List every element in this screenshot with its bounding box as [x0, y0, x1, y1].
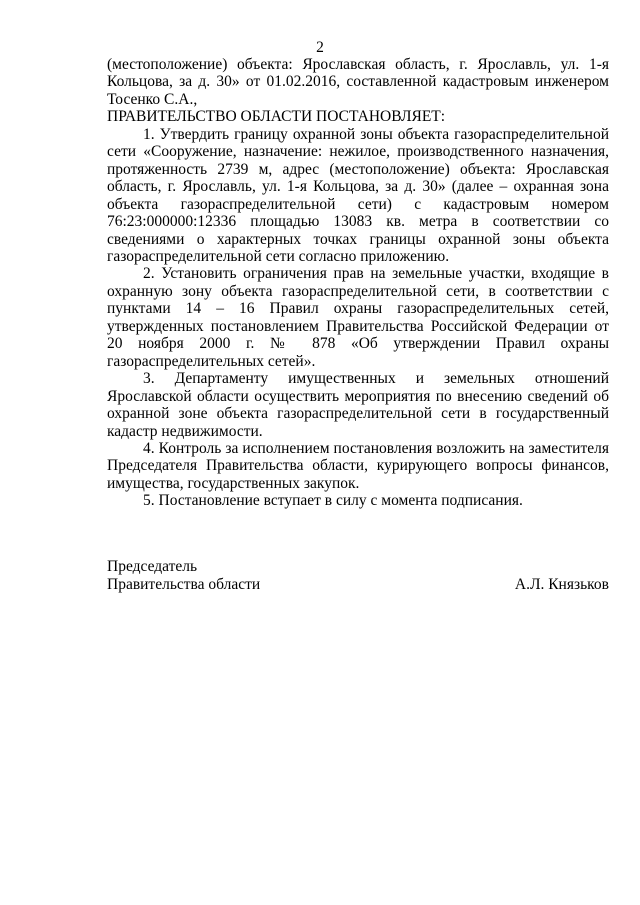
paragraph-item-3: 3. Департаменту имущественных и земельных отношений Ярославской области осуществить мероприятия по внесению сведений об охранной зоне объекта газораспределительной сети в государственный кадастр недвижимости.: [107, 370, 609, 440]
paragraph-item-1: 1. Утвердить границу охранной зоны объекта газораспределительной сети «Сооружение, назначение: нежилое, производственного назначения, протяженность 2739 м, адрес (местоположение) объекта: Ярославская область, г. Ярославль, ул. 1-я Кольцова, за д. 30» (далее – охранная зона объекта газораспределительной сети) с кадастровым номером 76:23:000000:12336 площадью 13083 кв. метра в соответствии со сведениями о характерных точках границы охранной зоны объекта газораспределительной сети согласно приложению.: [107, 125, 609, 265]
paragraph-item-2: 2. Установить ограничения прав на земельные участки, входящие в охранную зону объекта газораспределительной сети, в соответствии с пунктами 14 – 16 Правил охраны газораспределительных сетей, утвержденных постановлением Правительства Российской Федерации от 20 ноября 2000 г. № 878 «Об утверждении Правил охраны газораспределительных сетей».: [107, 265, 609, 370]
paragraph-continuation: (местоположение) объекта: Ярославская область, г. Ярославль, ул. 1-я Кольцова, за д. 30» от 01.02.2016, составленной кадастровым инженером Тосенко С.А.,: [107, 56, 609, 108]
resolution-heading: ПРАВИТЕЛЬСТВО ОБЛАСТИ ПОСТАНОВЛЯЕТ:: [107, 108, 446, 126]
page-number: 2: [316, 39, 324, 56]
document-body: [107, 56, 609, 510]
paragraph-item-5: 5. Постановление вступает в силу с момента подписания.: [143, 492, 523, 510]
signatory-title-line1: Председатель: [107, 558, 198, 575]
paragraph-item-4: 4. Контроль за исполнением постановления возложить на заместителя Председателя Правительства области, курирующего вопросы финансов, имущества, государственных закупок.: [107, 439, 609, 492]
signatory-title-line2: Правительства области: [107, 576, 261, 593]
signature-line: [107, 576, 609, 594]
signature-block: [107, 558, 609, 594]
signatory-name: А.Л. Князьков: [514, 576, 609, 593]
